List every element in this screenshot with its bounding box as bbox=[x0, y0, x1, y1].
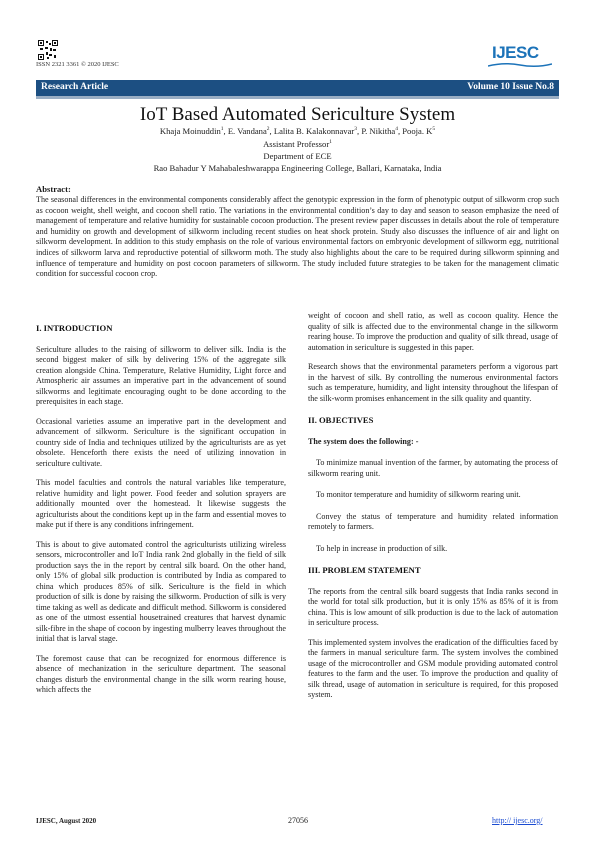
logo-swoosh-icon bbox=[488, 62, 552, 68]
abstract-text: The seasonal differences in the environmental components considerably affect the genotypic expression in the form of phenotypic output of silkworm crop such as cocoon weight, shell weight, and cocoon shell ratio. The variations in the environmental condition’s day to day and season to season emphasize the need of management of temperature and relative humidity for sustainable cocoon production. The present review paper discusses in details about the role of temperature and humidity on growth and development of silkworm including recent studies on heat shock protein. Study also discusses the influence of air and light on silkworm development. In addition to this study emphasis on the role of various environmental factors on embryonic development of silkworm egg, nutritional indices of silkworm larva and reproductive potential of silkworm moth. The study also highlights about the care to be required during silkworm spinning and influence of temperature and humidity on post cocoon parameters of silkworm. The study included future strategies to be taken for the management climatic condition for successful cocoon crop. bbox=[36, 195, 559, 279]
author-role bbox=[36, 139, 559, 149]
author-sep: , bbox=[269, 126, 274, 136]
objectives-intro: The system does the following: - bbox=[308, 436, 419, 446]
volume-issue: Volume 10 Issue No.8 bbox=[467, 82, 554, 92]
page-number: 27056 bbox=[288, 816, 308, 825]
paragraph: Sericulture alludes to the raising of silkworm to deliver silk. India is the second biggest maker of silk by delivering 15% of the aggregate silk creation alongside China. Temperature, Relative Humidity, Light force and Atmospheric air assumes an imperative part in the advancement of sound silkworms and legitimate encouraging ought to be done according to the prerequisites in each stage. bbox=[36, 344, 286, 406]
author-name: E. Vandana bbox=[227, 126, 267, 136]
role-text: Assistant Professor bbox=[263, 139, 330, 149]
author-sep: , bbox=[397, 126, 403, 136]
paragraph: This is about to give automated control the agriculturists utilizing wireless sensors, microcontroller and IoT India rank 2nd globally in the field of silk production says the in the report by central silk board. On the other hand, only 15% of global silk production is contributed by India as compared to china which produces 85% of silk. Sericulture is the field in which production of silk is done by raising the silkworm. Production of silk is very time taking as well as dedicate and difficult method. Silkworm is considered as one of the utmost essential housetrained creatures that harvest dynamic silk-fibre in the shape of cocoon by ingesting mulberry leaves throughout the initial that is larval stage. bbox=[36, 539, 286, 643]
objective-item: To monitor temperature and humidity of silkworm rearing unit. bbox=[316, 490, 521, 499]
paragraph: The reports from the central silk board suggests that India ranks second in the world for total silk production, but it is only 15% as 85% of it is from china. This is low amount of silk production is due to the lack of automation in sericulture process. bbox=[308, 586, 558, 627]
author-name: Pooja. K bbox=[402, 126, 433, 136]
paragraph: This implemented system involves the eradication of the difficulties faced by the farmers in manual sericulture farm. The system involves the combined usage of the microcontroller and GSM module providing automated control features to the farm and the user. To improve the production and quality of silk thread, usage of automation in sericulture is required, for this proposed system. bbox=[308, 637, 558, 699]
paragraph: Research shows that the environmental parameters perform a vigorous part in the harvest of silk. By controlling the numerous environmental factors such as temperature, humidity, and light intensity throughout the lifespan of the silk-worm promises enhancement in the silk quality and quantity. bbox=[308, 362, 558, 403]
qr-code-icon bbox=[38, 40, 58, 60]
right-column bbox=[308, 311, 558, 701]
footer-journal-date: IJESC, August 2020 bbox=[36, 817, 97, 825]
role-sup: 1 bbox=[329, 139, 332, 146]
journal-url-link[interactable]: http:// ijesc.org/ bbox=[492, 816, 543, 825]
article-type: Research Article bbox=[41, 82, 109, 92]
author-name: P. Nikitha bbox=[361, 126, 396, 136]
issn-line: ISSN 2321 3361 © 2020 IJESC bbox=[36, 61, 119, 68]
logo-text: IJESC bbox=[492, 43, 539, 62]
paragraph: The foremost cause that can be recognized for enormous difference is absence of mechanization in the sericulture department. The seasonal changes disturb the environmental change in the silk worm rearing house, which affects the bbox=[36, 653, 286, 694]
author-name: Lalita B. Kalakonnavar bbox=[273, 126, 355, 136]
author-sup: 5 bbox=[432, 126, 436, 133]
section-heading-introduction: I. INTRODUCTION bbox=[36, 323, 113, 333]
section-heading-objectives: II. OBJECTIVES bbox=[308, 415, 374, 425]
paragraph: weight of cocoon and shell ratio, as well as cocoon quality. Hence the quality of silk is affected due to the environmental change in the silkworm rearing house. To improve the production and quality of silk thread, usage of automation in sericulture is suggested in this paper. bbox=[308, 311, 558, 352]
department: Department of ECE bbox=[263, 151, 332, 161]
author-sup: 1 bbox=[220, 126, 224, 133]
author-sep: , bbox=[223, 126, 228, 136]
section-heading-problem-statement: III. PROBLEM STATEMENT bbox=[308, 565, 421, 575]
abstract-heading: Abstract: bbox=[36, 184, 71, 194]
author-sup: 2 bbox=[266, 126, 270, 133]
paragraph: Occasional varieties assume an imperative part in the development and advancement of silkworm. Sericulture is the significant occupation in country side of India and techniques utilized by the agriculturists are as yet obsolete. Henceforth there exists the need of utilizing innovation in sericulture cultivate. bbox=[36, 416, 286, 468]
banner-divider bbox=[36, 96, 559, 99]
author-list bbox=[36, 126, 559, 136]
paragraph: This model faculties and controls the natural variables like temperature, relative humidity and light power. Food feeder and solution sprayers are additionally mounted over the homestead. It likewise suggests the agriculturists about the conditions kept up in the farm and essential moves to make put if there is any conditions infringement. bbox=[36, 478, 286, 529]
college: Rao Bahadur Y Mahabaleshwarappa Engineering College, Ballari, Karnataka, India bbox=[153, 163, 442, 173]
paper-title: IoT Based Automated Sericulture System bbox=[139, 104, 456, 125]
journal-logo bbox=[486, 38, 556, 68]
author-sup: 3 bbox=[354, 126, 358, 133]
objective-item: To minimize manual invention of the farmer, by automating the process of silkworm rearing unit. bbox=[308, 458, 558, 478]
article-banner bbox=[36, 80, 559, 96]
left-column bbox=[36, 323, 286, 696]
author-sep: , bbox=[357, 126, 362, 136]
objective-item: To help in increase in production of silk. bbox=[316, 543, 448, 553]
objective-item: Convey the status of temperature and humidity related information remotely to farmers. bbox=[308, 511, 558, 531]
author-name: Khaja Moinuddin bbox=[159, 126, 221, 136]
author-sup: 4 bbox=[395, 126, 398, 133]
